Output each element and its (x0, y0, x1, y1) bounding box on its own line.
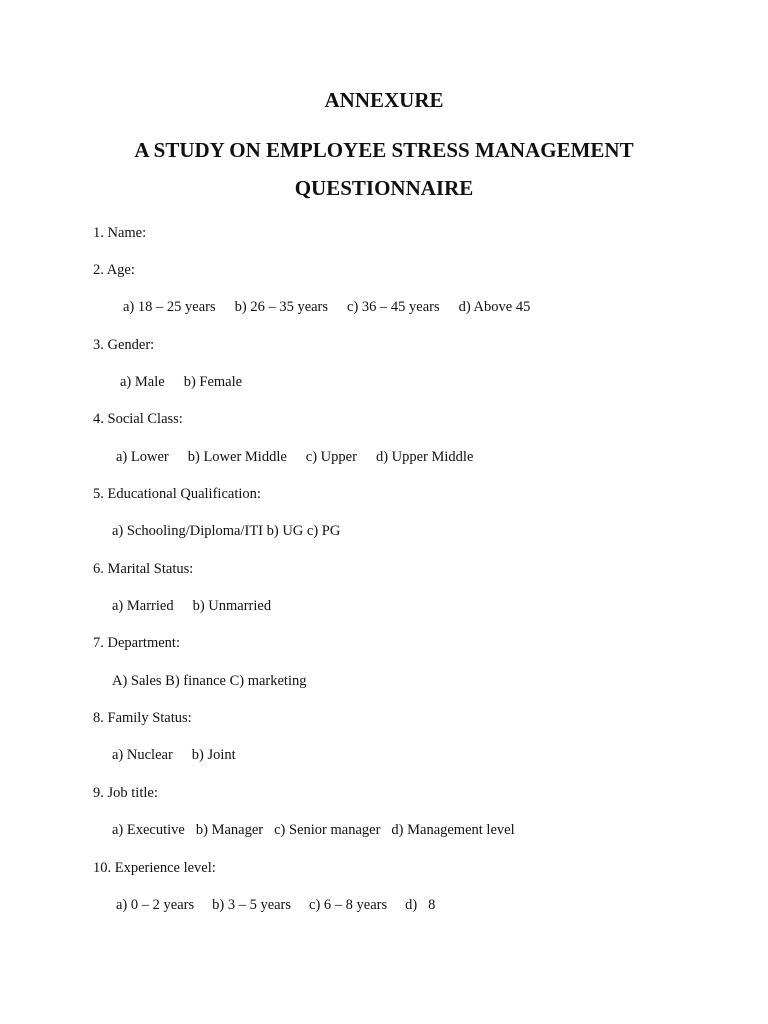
option: a) Schooling/Diploma/ITI b) UG c) PG (112, 523, 341, 539)
question-marital-status: 6. Marital Status: (93, 561, 194, 577)
question-family-status: 8. Family Status: (93, 710, 192, 726)
option: a) 0 – 2 years (116, 897, 195, 913)
question-experience-level: 10. Experience level: (93, 860, 216, 876)
age-options (123, 298, 530, 316)
option: c) 6 – 8 years (309, 897, 388, 913)
option: d) Upper Middle (375, 449, 474, 465)
question-education: 5. Educational Qualification: (93, 486, 261, 502)
option: c) 36 – 45 years (347, 299, 440, 315)
education-options (112, 522, 340, 540)
family-status-options (112, 746, 236, 764)
option: a) 18 – 25 years (123, 299, 216, 315)
option: d) Above 45 (458, 299, 531, 315)
document-title: A STUDY ON EMPLOYEE STRESS MANAGEMENT (134, 138, 634, 162)
marital-status-options (112, 597, 271, 615)
social-class-options (116, 448, 473, 466)
option: b) Lower Middle (187, 449, 287, 465)
option: b) Joint (191, 747, 236, 763)
option: a) Nuclear (112, 747, 173, 763)
option: A) Sales B) finance C) marketing (112, 673, 307, 689)
question-social-class: 4. Social Class: (93, 411, 183, 427)
option: d) 8 (405, 897, 436, 913)
question-age: 2. Age: (93, 262, 135, 278)
option: b) 26 – 35 years (234, 299, 329, 315)
department-options (112, 672, 306, 690)
question-department: 7. Department: (93, 635, 180, 651)
annexure-heading: ANNEXURE (324, 88, 444, 112)
option: a) Married (112, 598, 174, 614)
job-title-options (112, 821, 515, 839)
document-subtitle: QUESTIONNAIRE (294, 176, 474, 200)
option: a) Male (120, 374, 165, 390)
option: a) Executive (112, 822, 185, 838)
option: d) Management level (391, 822, 515, 838)
gender-options (120, 373, 242, 391)
option: b) Female (183, 374, 243, 390)
option: b) 3 – 5 years (212, 897, 292, 913)
question-job-title: 9. Job title: (93, 785, 158, 801)
question-gender: 3. Gender: (93, 337, 155, 353)
experience-level-options (116, 896, 435, 914)
question-name: 1. Name: (93, 225, 147, 241)
option: c) Upper (305, 449, 357, 465)
option: b) Manager (195, 822, 264, 838)
option: a) Lower (116, 449, 169, 465)
option: b) Unmarried (192, 598, 272, 614)
option: c) Senior manager (274, 822, 381, 838)
